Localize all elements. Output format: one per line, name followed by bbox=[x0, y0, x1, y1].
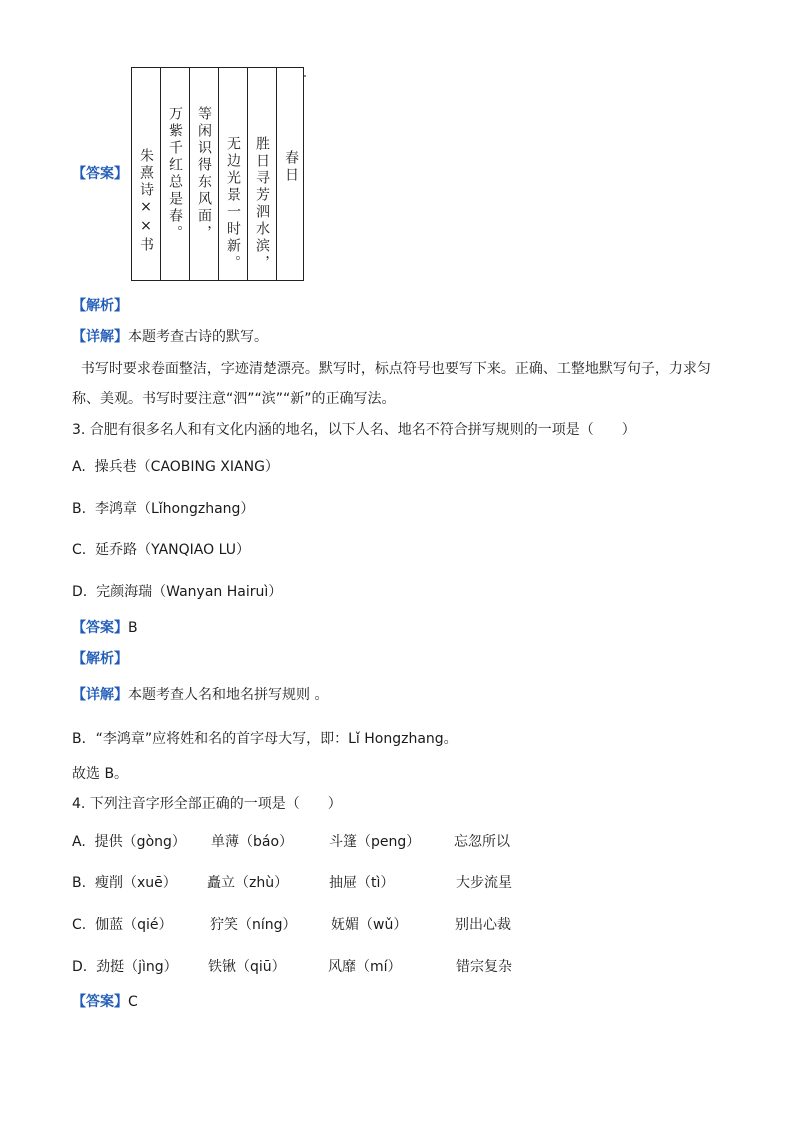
q3-option-a: A. 操兵巷（CAOBING XIANG） bbox=[72, 459, 279, 475]
question-3-stem: 3. 合肥有很多名人和有文化内涵的地名，以下人名、地名不符合拼写规则的一项是（ ） bbox=[72, 422, 636, 438]
question-4-stem: 4. 下列注音字形全部正确的一项是（ ） bbox=[72, 796, 342, 812]
poem-column bbox=[219, 68, 248, 280]
q4-b-item-1: B. 瘦削（xuē） bbox=[72, 875, 177, 891]
detail-text: 本题考查古诗的默写。 bbox=[128, 329, 268, 345]
q4-d-item-4: 错宗复杂 bbox=[456, 959, 512, 975]
q4-d-item-1: D. 劲挺（jìng） bbox=[72, 959, 178, 975]
answer-value: B bbox=[128, 620, 138, 636]
q4-b-item-2: 矗立（zhù） bbox=[207, 875, 289, 891]
poem-column bbox=[161, 68, 190, 280]
detail-tag: 【详解】 bbox=[72, 687, 128, 703]
poem-column bbox=[132, 68, 161, 280]
answer-tag: 【答案】 bbox=[72, 166, 128, 182]
q4-a-item-1: A. 提供（gòng） bbox=[72, 834, 186, 850]
stray-dot bbox=[304, 75, 306, 77]
q3-option-b: B. 李鸿章（Lǐhongzhang） bbox=[72, 501, 255, 517]
answer-value: C bbox=[128, 994, 138, 1010]
q4-b-item-3: 抽屉（tì） bbox=[329, 875, 395, 891]
answer-label-q2 bbox=[72, 164, 128, 184]
poem-title: 春日 bbox=[283, 150, 299, 184]
q4-a-item-3: 斗篷（peng） bbox=[329, 834, 421, 850]
detail-text: 本题考查人名和地名拼写规则 。 bbox=[128, 687, 329, 703]
explain-para-2: 称、美观。书写时要注意“泗”“滨”“新”的正确写法。 bbox=[72, 391, 396, 407]
poem-column bbox=[248, 68, 277, 280]
detail-tag: 【详解】 bbox=[72, 329, 128, 345]
detail-line-q2 bbox=[72, 327, 268, 347]
q3-option-d: D. 完颜海瑞（Wanyan Hairuì） bbox=[72, 584, 283, 600]
analysis-label-q3 bbox=[72, 649, 128, 669]
q4-a-item-4: 忘忽所以 bbox=[454, 834, 510, 850]
explain-line-q3: B．“李鸿章”应将姓和名的首字母大写，即：Lǐ Hongzhang。 bbox=[72, 731, 458, 747]
answer-tag: 【答案】 bbox=[72, 620, 128, 636]
poem-attribution: 朱熹诗××书 bbox=[138, 148, 154, 254]
answer-line-q3 bbox=[72, 618, 138, 638]
q4-d-item-2: 铁锹（qiū） bbox=[208, 959, 286, 975]
analysis-tag: 【解析】 bbox=[72, 651, 128, 667]
q4-c-item-4: 别出心裁 bbox=[455, 917, 511, 933]
poem-line-2: 无边光景一时新。 bbox=[225, 136, 241, 272]
q4-c-item-2: 狞笑（níng） bbox=[210, 917, 297, 933]
analysis-tag: 【解析】 bbox=[72, 298, 128, 314]
answer-line-q4 bbox=[72, 992, 138, 1012]
poem-table bbox=[131, 67, 304, 281]
q4-a-item-2: 单薄（báo） bbox=[211, 834, 294, 850]
q4-c-item-3: 妩媚（wǔ） bbox=[331, 917, 408, 933]
analysis-label-q2 bbox=[72, 296, 128, 316]
conclusion-q3: 故选 B。 bbox=[72, 766, 129, 782]
q4-c-item-1: C. 伽蓝（qié） bbox=[72, 917, 173, 933]
answer-tag: 【答案】 bbox=[72, 994, 128, 1010]
poem-line-1: 胜日寻芳泗水滨， bbox=[254, 136, 270, 272]
q4-d-item-3: 风靡（mí） bbox=[328, 959, 402, 975]
detail-line-q3 bbox=[72, 685, 328, 705]
q3-option-c: C. 延乔路（YANQIAO LU） bbox=[72, 542, 250, 558]
poem-line-4: 万紫千红总是春。 bbox=[167, 106, 183, 242]
poem-column bbox=[277, 68, 305, 280]
poem-line-3: 等闲识得东风面， bbox=[196, 106, 212, 242]
poem-column bbox=[190, 68, 219, 280]
q4-b-item-4: 大步流星 bbox=[456, 875, 512, 891]
explain-para-1: 书写时要求卷面整洁，字迹清楚漂亮。默写时，标点符号也要写下来。正确、工整地默写句子，力求匀 bbox=[72, 361, 711, 377]
